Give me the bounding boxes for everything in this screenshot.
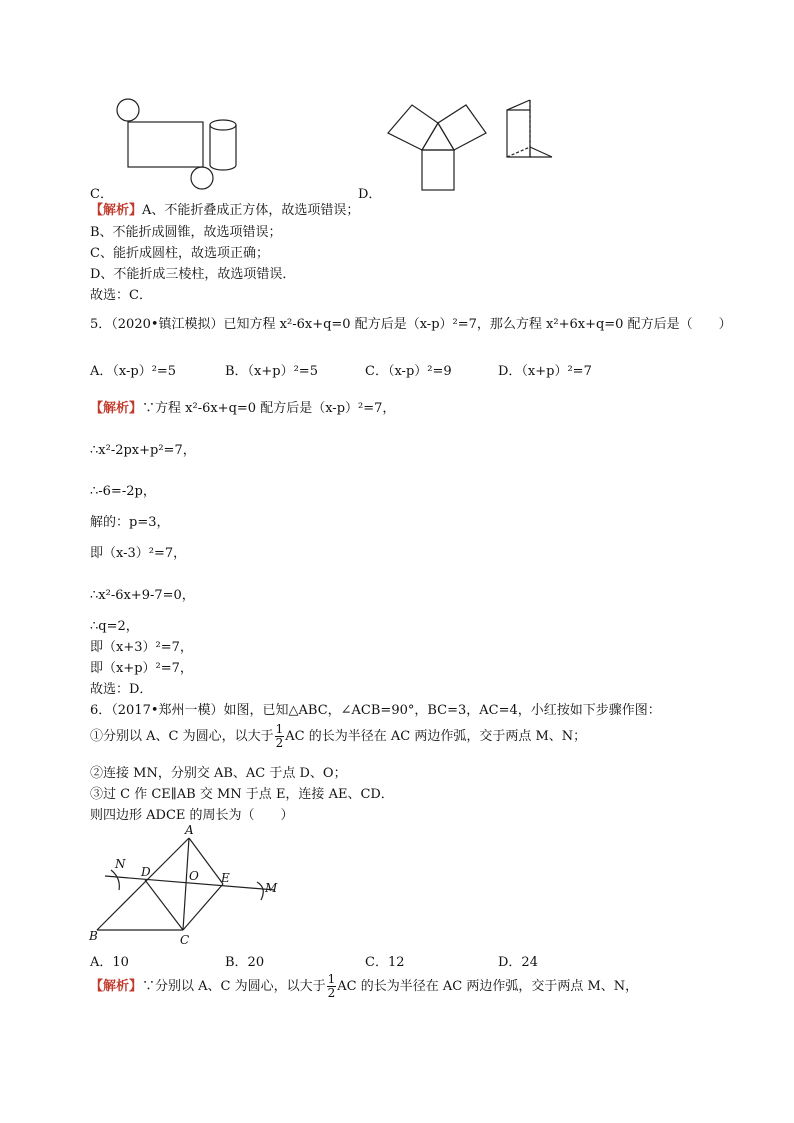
q5-step-6: ∴q=2，: [90, 619, 139, 634]
q5-step-4: 即（x-3）²=7，: [90, 546, 187, 561]
q6-step-2: ②连接 MN，分别交 AB、AC 于点 D、O；: [90, 766, 347, 781]
label-a: A: [185, 823, 194, 837]
arc-m: [257, 882, 263, 900]
net-bottom-circle: [191, 167, 213, 189]
q4-analysis-line-1: 【解析】A、不能折叠成正方体，故选项错误；: [90, 203, 360, 218]
q5-option-b: B．（x+p）²=5: [225, 364, 318, 379]
net-rectangle: [128, 122, 203, 167]
triangular-prism: [507, 100, 552, 157]
segment-ab: [97, 838, 189, 930]
label-n: N: [115, 857, 126, 871]
q4-analysis-line-2: B、不能折成圆锥，故选项错误；: [90, 225, 282, 240]
q5-step-8: 即（x+p）²=7，: [90, 661, 193, 676]
label-c: C: [180, 933, 190, 947]
q6-stem: 6．（2017•郑州一模）如图，已知△ABC，∠ACB=90°，BC=3，AC=4，小红按如下步骤作图：: [90, 703, 661, 718]
q6-option-c: C．12: [365, 955, 405, 970]
net-top-circle: [117, 99, 139, 121]
label-d: D: [141, 865, 151, 879]
q4-analysis-line-4: D、不能折成三棱柱，故选项错误．: [90, 267, 296, 282]
q5-step-3: 解的：p=3，: [90, 515, 170, 530]
label-b: B: [89, 929, 98, 943]
q5-step-7: 即（x+3）²=7，: [90, 640, 193, 655]
arc-n: [111, 870, 119, 890]
analysis-tag: 【解析】: [90, 203, 143, 218]
q6-option-b: B．20: [225, 955, 265, 970]
q6-step-1: ①分别以 A、C 为圆心，以大于 $\frac{1}{2}$ AC 的长为半径在 AC 两边作弧，交于两点 M、N；: [90, 722, 587, 750]
q5-option-a: A．（x-p）²=5: [90, 364, 177, 379]
label-e: E: [221, 871, 230, 885]
q4-conclusion: 故选：C．: [90, 288, 152, 303]
q5-stem: 5．（2020•镇江模拟）已知方程 x²-6x+q=0 配方后是（x-p）²=7，那么方程 x²+6x+q=0 配方后是（ ）: [90, 317, 732, 332]
fraction-half: $\frac{1}{2}$: [275, 722, 284, 750]
prism-net: [388, 105, 486, 190]
q5-option-c: C．（x-p）²=9: [365, 364, 452, 379]
segment-cd: [145, 880, 183, 930]
q4-option-d-label: D．: [358, 187, 382, 202]
q5-analysis-first: 【解析】∵方程 x²-6x+q=0 配方后是（x-p）²=7，: [90, 401, 396, 416]
q6-analysis: 【解析】∵分别以 A、C 为圆心，以大于 $\frac{1}{2}$ AC 的长为半径在 AC 两边作弧，交于两点 M、N，: [90, 972, 639, 1000]
q6-question: 则四边形 ADCE 的周长为（ ）: [90, 808, 294, 823]
segment-ac: [183, 838, 189, 930]
q4-option-c-figure: [110, 95, 250, 195]
label-m: M: [265, 881, 278, 895]
q6-step-3: ③过 C 作 CE∥AB 交 MN 于点 E，连接 AE、CD．: [90, 787, 394, 802]
q5-step-5: ∴x²-6x+9-7=0，: [90, 588, 195, 603]
q5-conclusion: 故选：D．: [90, 682, 153, 697]
q6-option-a: A．10: [90, 955, 129, 970]
segment-ce: [183, 884, 223, 930]
q5-step-2: ∴-6=-2p，: [90, 484, 156, 499]
q5-option-d: D．（x+p）²=7: [498, 364, 592, 379]
cylinder-shape: [210, 120, 236, 170]
q4-analysis-line-3: C、能折成圆柱，故选项正确；: [90, 246, 269, 261]
q6-geometry-figure: [85, 820, 285, 950]
q5-step-1: ∴x²-2px+p²=7，: [90, 443, 196, 458]
q4-option-d-figure: [380, 95, 560, 200]
fraction-half: $\frac{1}{2}$: [327, 972, 336, 1000]
q6-option-d: D．24: [498, 955, 538, 970]
label-o: O: [189, 869, 199, 883]
q4-option-c-label: C．: [90, 187, 113, 202]
